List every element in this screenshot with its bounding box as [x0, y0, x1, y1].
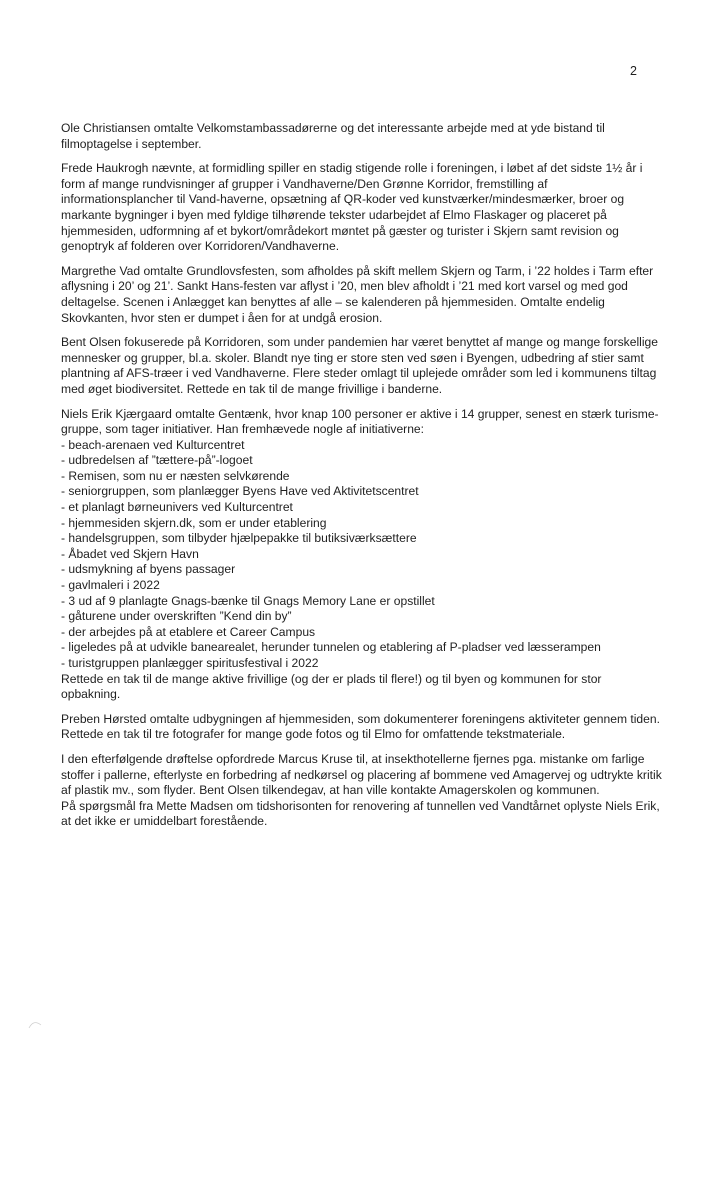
list-item: - gåturene under overskriften ”Kend din by”: [61, 609, 292, 624]
list-item: - et planlagt børneunivers ved Kulturcentret: [61, 500, 293, 515]
gentaenk-closing: Rettede en tak til de mange aktive frivillige (og der er plads til flere!) og til byen og kommunen for stor opbakning.: [61, 671, 602, 702]
discussion-mette-madsen: På spørgsmål fra Mette Madsen om tidshorisonten for renovering af tunnellen ved Vandtårnet oplyste Niels Erik, at det ikke er umiddelbart forestående.: [61, 798, 660, 829]
list-item: - ligeledes på at udvikle banearealet, herunder tunnelen og etablering af P-pladser ved læsserampen: [61, 640, 601, 655]
list-item: - handelsgruppen, som tilbyder hjælpepakke til butiksiværksættere: [61, 531, 417, 546]
list-item: - udsmykning af byens passager: [61, 562, 236, 577]
list-item: - Åbadet ved Skjern Havn: [61, 546, 199, 561]
list-item: - beach-arenaen ved Kulturcentret: [61, 437, 245, 452]
paragraph-discussion: [61, 752, 663, 830]
discussion-marcus-kruse: I den efterfølgende drøftelse opfordrede Marcus Kruse til, at insekthotellerne fjernes pga. mistanke om farlige stoffer i pallerne, efterlyste en forbedring af nedkørsel og placering af bommene ved Amagervej og udtrykte kritik af plastik mv., som flyder. Bent Olsen tilkendegav, at han ville kontakte Amagerskolen og kommunen.: [61, 751, 662, 798]
scan-mark-icon: [28, 1020, 42, 1030]
paragraph-frede-haukrogh: Frede Haukrogh nævnte, at formidling spiller en stadig stigende rolle i foreningen, i løbet af det sidste 1½ år i form af mange rundvisninger af grupper i Vandhaverne/Den Grønne Korridor, fremstilling af informationsplancher til Vand-haverne, opsætning af QR-koder ved kunstværker/mindesmærker, broer og markante bygninger i byen med fyldige tilhørende tekster udarbejdet af Elmo Flaskager og placeret på hjemmesiden, udformning af et bykort/områdekort møntet på gæster og turister i Skjern samt revision og genoptryk af folderen over Korridoren/Vandhaverne.: [61, 161, 643, 254]
list-item: - udbredelsen af ”tættere-på”-logoet: [61, 453, 253, 468]
list-item: - 3 ud af 9 planlagte Gnags-bænke til Gnags Memory Lane er opstillet: [61, 593, 435, 608]
document-body: [61, 121, 663, 830]
paragraph-ole-christiansen: Ole Christiansen omtalte Velkomstambassadørerne og det interessante arbejde med at yde bistand til filmoptagelse i september.: [61, 121, 605, 151]
gentaenk-intro: Niels Erik Kjærgaard omtalte Gentænk, hvor knap 100 personer er aktive i 14 grupper, senest en stærk turisme-gruppe, som tager initiativer. Han fremhævede nogle af initiativerne:: [61, 406, 659, 437]
list-item: - hjemmesiden skjern.dk, som er under etablering: [61, 515, 327, 530]
section-gentaenk: [61, 407, 663, 703]
paragraph-bent-olsen: Bent Olsen fokuserede på Korridoren, som under pandemien har været benyttet af mange og mange forskellige mennesker og grupper, bl.a. skoler. Blandt nye ting er store sten ved søen i Byengen, udbedring af stier samt plantning af AFS-træer i ved Vandhaverne. Flere steder omlagt til uplejede områder som led i kommunens tiltag med øget biodiversitet. Rettede en tak til de mange frivillige i banderne.: [61, 335, 658, 396]
initiative-list: [61, 438, 663, 672]
paragraph-preben-horsted: Preben Hørsted omtalte udbygningen af hjemmesiden, som dokumenterer foreningens aktiviteter gennem tiden. Rettede en tak til tre fotografer for mange gode fotos og til Elmo for omfattende tekstmateriale.: [61, 711, 660, 742]
page-number: 2: [630, 64, 637, 78]
list-item: - turistgruppen planlægger spiritusfestival i 2022: [61, 656, 319, 670]
paragraph-margrethe-vad: Margrethe Vad omtalte Grundlovsfesten, som afholdes på skift mellem Skjern og Tarm, i ’22 holdes i Tarm efter aflysning i 20’ og 21’. Sankt Hans-festen var aflyst i ’20, men blev afholdt i ’21 med kort varsel og med god deltagelse. Scenen i Anlægget kan benyttes af alle – se kalenderen på hjemmesiden. Omtalte endelig Skovkanten, hvor sten er dumpet i åen for at undgå erosion.: [61, 263, 654, 325]
list-item: - Remisen, som nu er næsten selvkørende: [61, 468, 290, 483]
list-item: - der arbejdes på at etablere et Career Campus: [61, 624, 316, 639]
list-item: - seniorgruppen, som planlægger Byens Have ved Aktivitetscentret: [61, 484, 419, 499]
list-item: - gavlmaleri i 2022: [61, 578, 160, 593]
